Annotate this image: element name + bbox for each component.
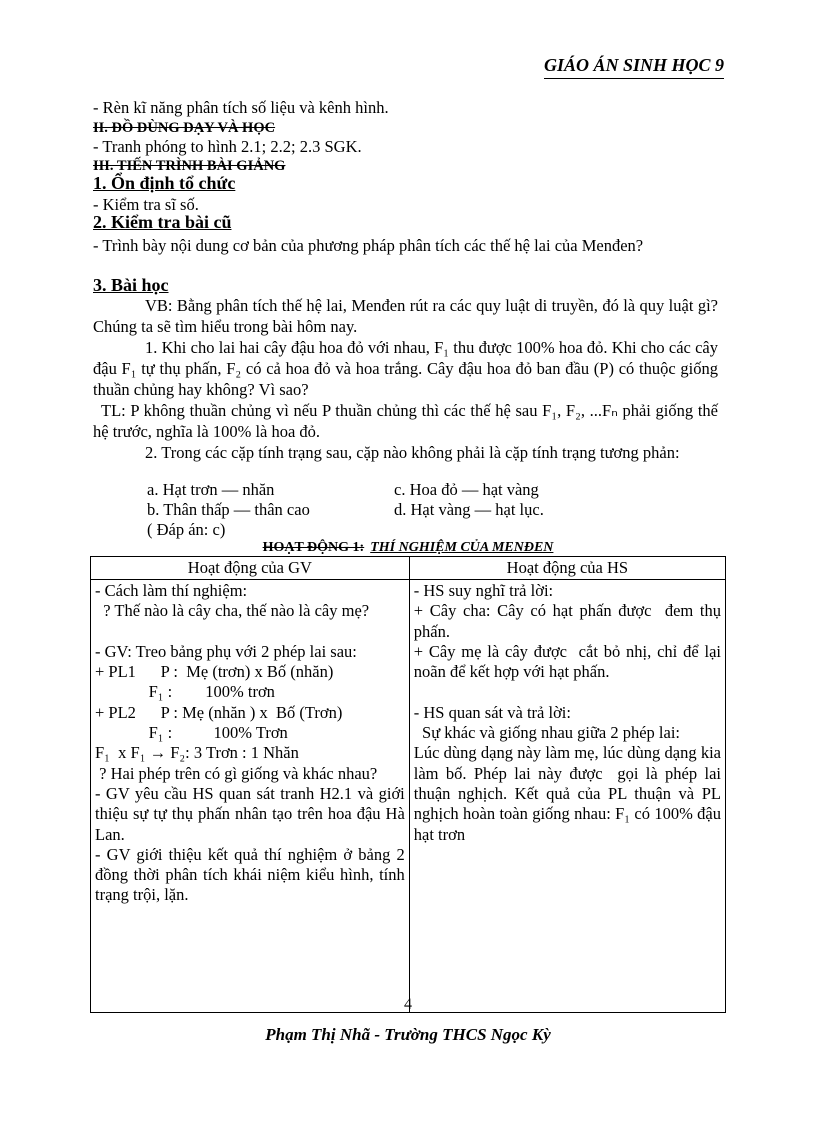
teacher-activity-line: - Cách làm thí nghiệm: [95,581,248,600]
heading-class-organization: 1. Ổn định tổ chức [93,173,236,193]
option-a: a. Hạt trơn — nhăn [147,480,275,499]
document-header: GIÁO ÁN SINH HỌC 9 [544,55,724,79]
page-number: 4 [404,996,412,1013]
teacher-activity-line: - GV yêu cầu HS quan sát tranh H2.1 và giới thiệu sự tự thụ phấn nhân tạo trên hoa đậu Hà Lan. [95,783,409,844]
attendance-line: - Kiểm tra sĩ số. [93,195,199,214]
teacher-activity-line: + PL1 P : Mẹ (trơn) x Bố (nhăn) [95,662,334,682]
teacher-activity-line: F₁ : 100% trơn [95,682,275,702]
teacher-activity-line: F₁ : 100% Trơn [95,723,288,743]
old-lesson-question: - Trình bày nội dung cơ bản của phương pháp phân tích các thế hệ lai của Menđen? [93,236,644,255]
section-heading-equipment: II. ĐỒ DÙNG DẠY VÀ HỌC [93,120,276,136]
question-1: 1. Khi cho lai hai cây đậu hoa đỏ với nhau, F₁ thu được 100% hoa đỏ. Khi cho các cây đậu F₁ tự thụ phấn, F₂ có cả hoa đỏ và hoa trắng. Cây đậu hoa đỏ ban đầu (P) có thuộc giống thuần chủng hay không? Vì sao? [93,338,718,399]
heading-lesson: 3. Bài học [93,275,169,295]
question-2: 2. Trong các cặp tính trạng sau, cặp nào không phải là cặp tính trạng tương phản: [145,443,680,462]
equipment-line: - Tranh phóng to hình 2.1; 2.2; 2.3 SGK. [93,137,362,156]
teacher-activity-cell [91,580,410,1013]
heading-old-lesson-check: 2. Kiểm tra bài cũ [93,212,232,232]
teacher-activity-line [95,622,405,642]
option-b: b. Thân thấp — thân cao [147,500,310,519]
student-activity-line: Lúc dùng dạng này làm mẹ, lúc dùng dạng kia làm bố. Phép lai này được gọi là phép lai thuận nghịch. Kết quả của PL thuận và PL nghịch hoàn toàn giống nhau: F₁ có 100% đậu hạt trơn [413,743,726,844]
activity-title: HOẠT ĐỘNG 1: THÍ NGHIỆM CỦA MENĐEN [262,540,554,555]
student-activity-line: - HS suy nghĩ trả lời: [413,581,554,600]
student-activity-cell [409,580,725,1013]
student-activity-line: - HS quan sát và trả lời: [413,702,571,722]
skill-line: - Rèn kĩ năng phân tích số liệu và kênh hình. [93,98,389,117]
teacher-activity-line: F₁ x F₁ → F₂: 3 Trơn : 1 Nhăn [95,743,299,763]
teacher-activity-line: - GV giới thiệu kết quả thí nghiệm ở bảng 2 đồng thời phân tích khái niệm kiểu hình, tính trạng trội, lặn. [95,844,409,905]
option-d: d. Hạt vàng — hạt lục. [394,500,544,519]
teacher-activity-line: - GV: Treo bảng phụ với 2 phép lai sau: [95,641,357,661]
answer-key: ( Đáp án: c) [147,520,226,539]
column-header-student: Hoạt động của HS [409,557,725,580]
teacher-activity-line: ? Hai phép trên có gì giống và khác nhau? [95,763,378,783]
student-activity-line [414,682,721,702]
option-c: c. Hoa đỏ — hạt vàng [394,480,539,499]
document-footer: Phạm Thị Nhã - Trường THCS Ngọc Kỳ [265,1025,551,1044]
teacher-activity-line: + PL2 P : Mẹ (nhăn ) x Bố (Trơn) [95,702,343,722]
answer-1: TL: P không thuần chủng vì nếu P thuần chủng thì các thế hệ sau F₁, F₂, ...Fₙ phải giống thế hệ trước, nghĩa là 100% là hoa đỏ. [93,401,718,441]
column-header-teacher: Hoạt động của GV [91,557,410,580]
student-activity-line: + Cây mẹ là cây được cắt bỏ nhị, chỉ để lại noãn để kết hợp với hạt phấn. [413,641,726,682]
intro-paragraph: VB: Bằng phân tích thế hệ lai, Menđen rút ra các quy luật di truyền, đó là quy luật gì? Chúng ta sẽ tìm hiểu trong bài hôm nay. [93,296,718,336]
student-activity-line: Sự khác và giống nhau giữa 2 phép lai: [413,723,681,743]
student-activity-line: + Cây cha: Cây có hạt phấn được đem thụ phấn. [413,601,726,641]
activity-table [90,556,726,1013]
section-heading-procedure: III. TIẾN TRÌNH BÀI GIẢNG [93,158,286,174]
teacher-activity-line: ? Thế nào là cây cha, thế nào là cây mẹ? [95,601,370,621]
